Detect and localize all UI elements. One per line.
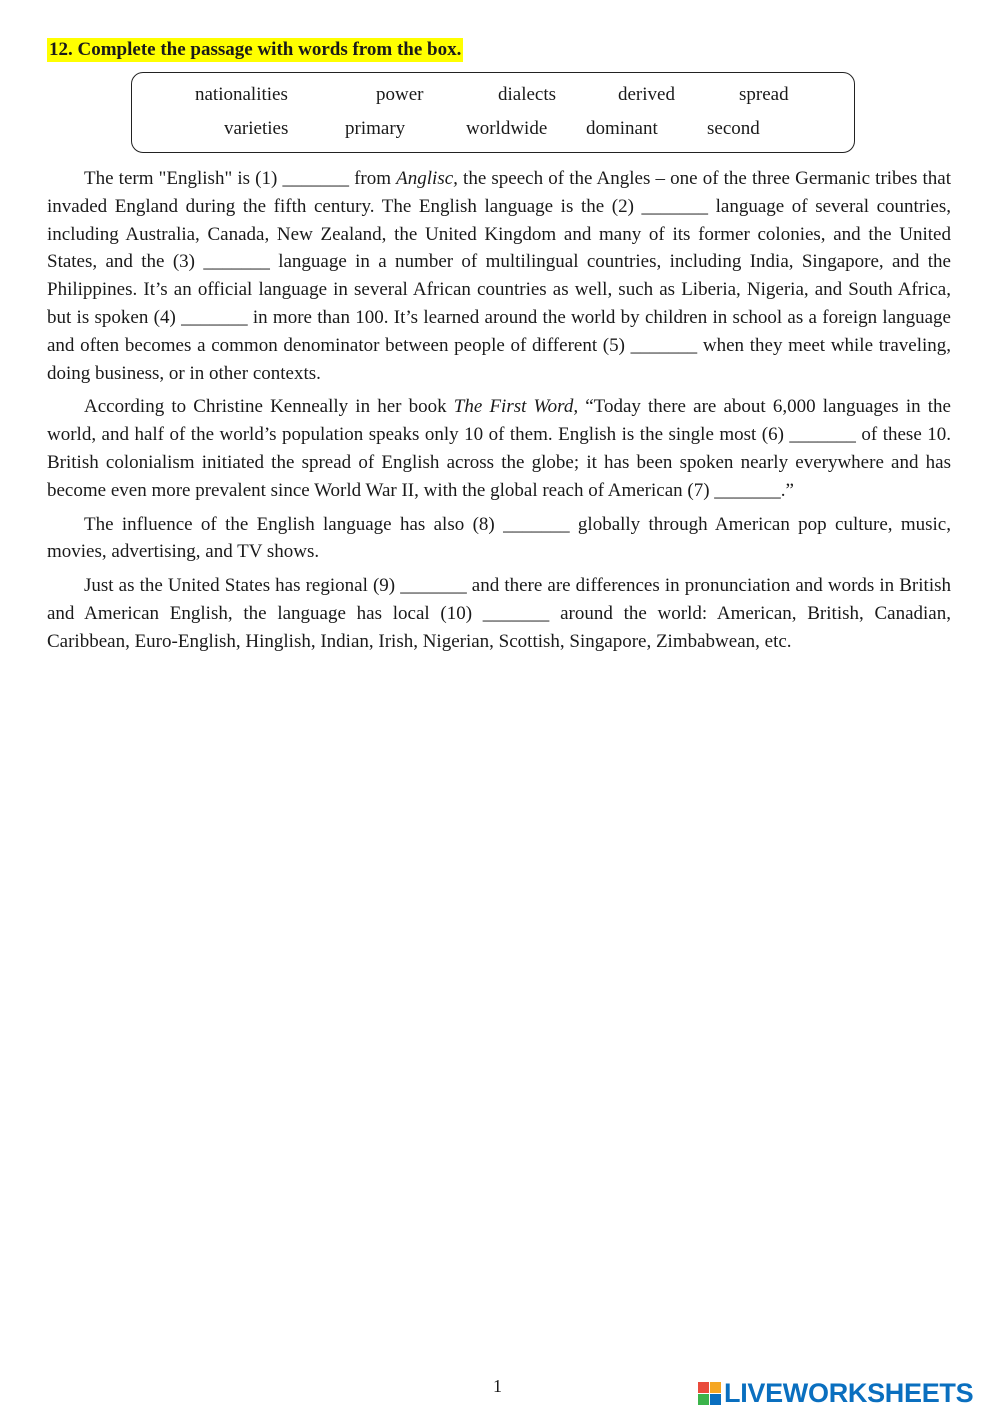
- word-box-item: derived: [618, 84, 675, 105]
- page-number: 1: [493, 1376, 502, 1396]
- reading-passage: [47, 165, 951, 662]
- word-box-item: worldwide: [466, 118, 548, 139]
- word-box-item: second: [707, 118, 760, 139]
- passage-paragraph-4: Just as the United States has regional (9) _______ and there are differences in pronunciation and words in British and American English, the language has local (10) _______ around the world: American, British, Canadian, Caribbean, Euro-English, Hinglish, Indian, Irish, Nigerian, Scottish, Singapore, Zimbabwean, etc.: [47, 575, 951, 652]
- word-box-item: varieties: [224, 118, 289, 139]
- logo-icon: [698, 1382, 721, 1405]
- word-box-item: dominant: [586, 118, 658, 139]
- exercise-heading: 12. Complete the passage with words from the box.: [49, 39, 462, 60]
- word-box-item: spread: [739, 84, 789, 105]
- logo-text: LIVEWORKSHEETS: [724, 1378, 974, 1408]
- passage-paragraph-1: The term "English" is (1) _______ from Anglisc, the speech of the Angles – one of the three Germanic tribes that invaded England during the fifth century. The English language is the (2) _______ language of several countries, including Australia, Canada, New Zealand, the United Kingdom and many of its former colonies, and the United States, and the (3) _______ language in a number of multilingual countries, including India, Singapore, and the Philippines. It’s an official language in several African countries as well, such as Liberia, Nigeria, and South Africa, but is spoken (4) _______ in more than 100. It’s learned around the world by children in school as a foreign language and often becomes a common denominator between people of different (5) _______ when they meet while traveling, doing business, or in other contexts.: [47, 168, 952, 384]
- word-box: [131, 72, 855, 153]
- passage-paragraph-3: The influence of the English language has also (8) _______ globally through American pop culture, music, movies, advertising, and TV shows.: [47, 513, 951, 563]
- passage-paragraph-2: According to Christine Kenneally in her book The First Word, “Today there are about 6,000 languages in the world, and half of the world’s population speaks only 10 of them. English is the single most (6) _______ of these 10. British colonialism initiated the spread of English across the globe; it has been spoken nearly everywhere and has become even more prevalent since World War II, with the global reach of American (7) _______.”: [47, 396, 951, 501]
- word-box-item: dialects: [498, 84, 557, 105]
- liveworksheets-logo: [698, 1378, 973, 1409]
- word-box-item: primary: [345, 118, 406, 139]
- word-box-item: nationalities: [195, 84, 288, 105]
- word-box-item: power: [376, 84, 424, 105]
